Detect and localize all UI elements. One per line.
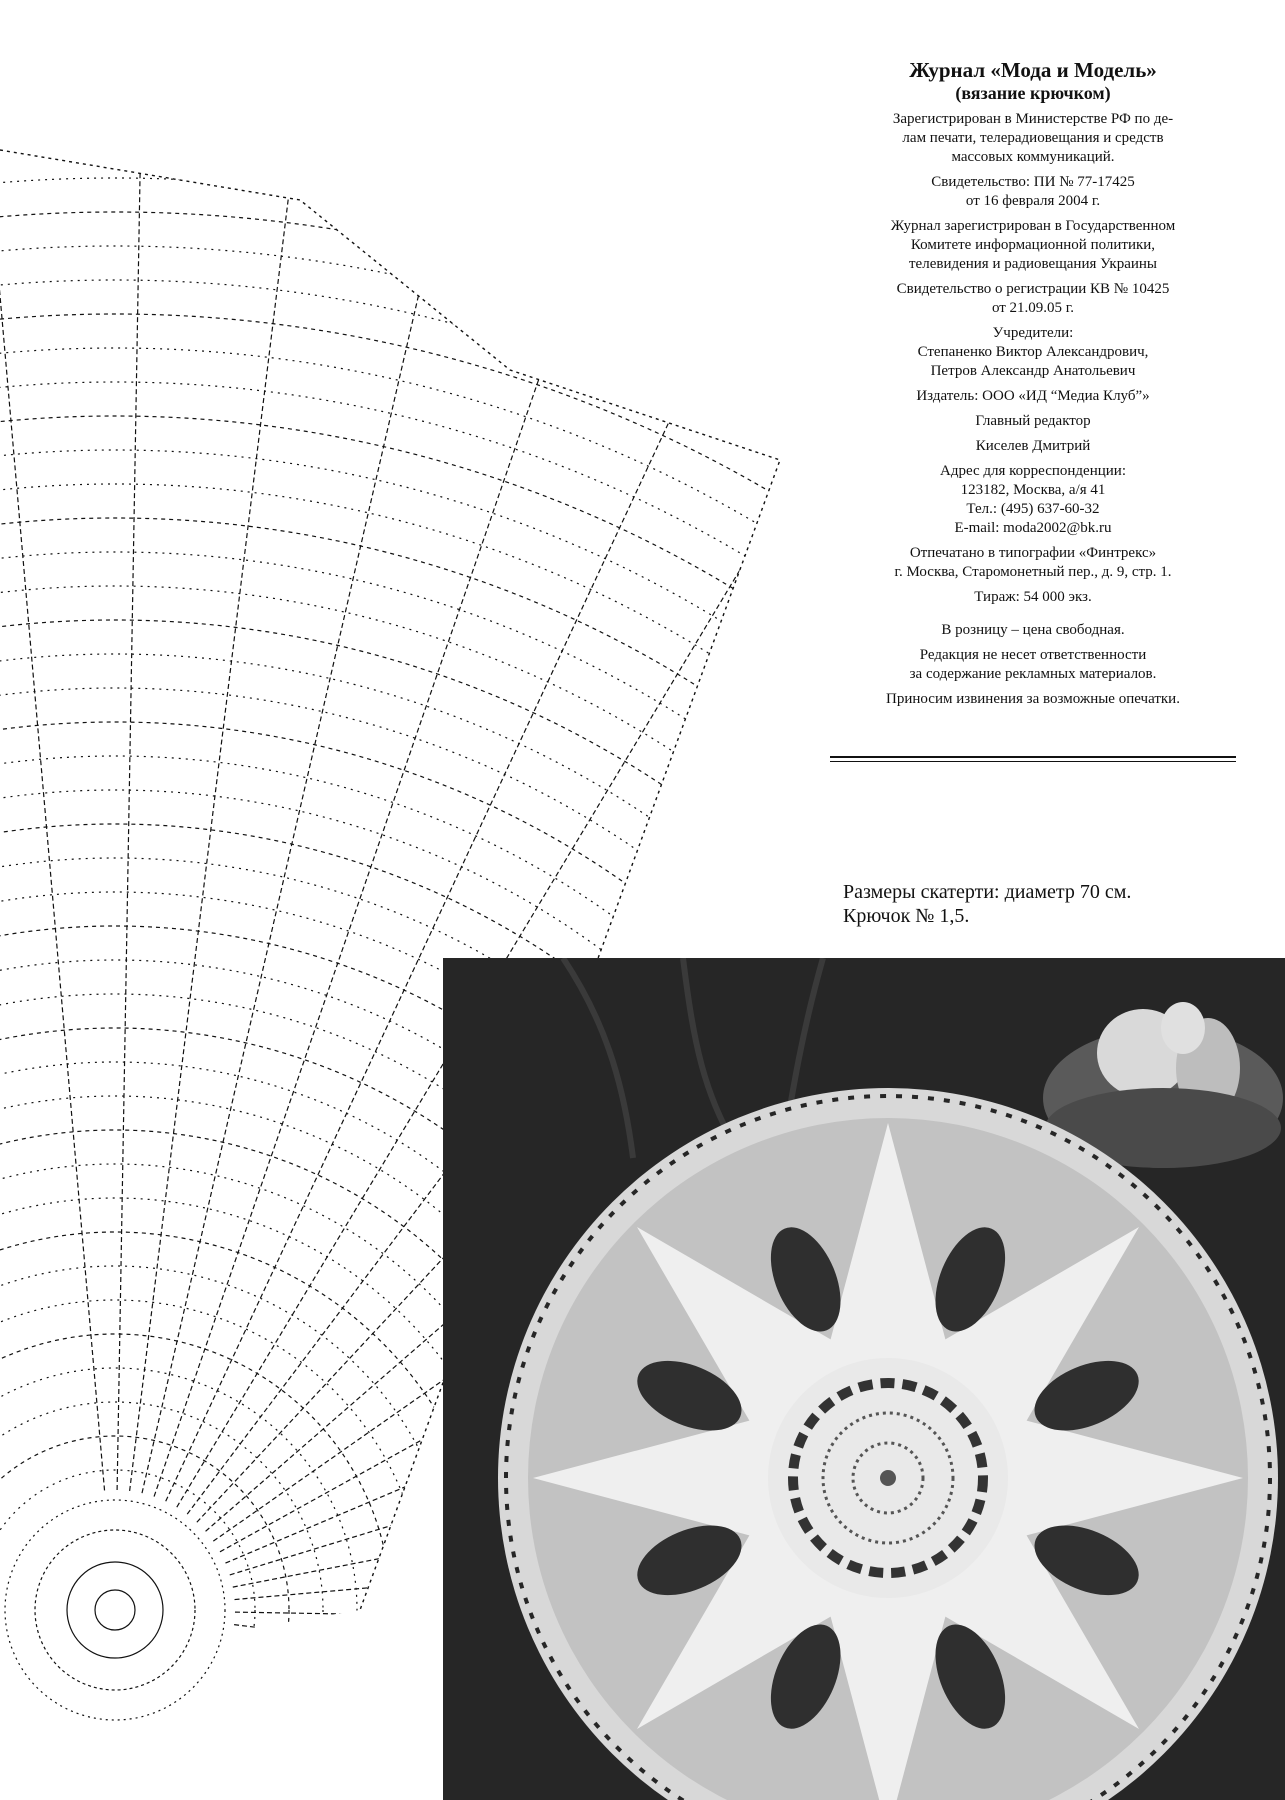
divider-rule-thin (830, 761, 1236, 762)
address: Адрес для корреспонденции: 123182, Москва, а/я 41 Тел.: (495) 637-60-32 E-mail: moda2002@bk.ru (828, 462, 1238, 538)
editor: Главный редактор Киселев Дмитрий (975, 413, 1091, 454)
apology: Приносим извинения за возможные опечатки. (886, 691, 1180, 707)
magazine-title: Журнал «Мода и Модель» (909, 58, 1157, 82)
magazine-subtitle: (вязание крючком) (955, 83, 1111, 103)
registration-ru: Зарегистрирован в Министерстве РФ по де- лам печати, телерадиовещания и средств массовых коммуникаций. (892, 111, 1174, 165)
tablecloth-photo (443, 958, 1285, 1800)
circulation: Тираж: 54 000 экз. (974, 589, 1092, 605)
founders: Учредители: Степаненко Виктор Александрович, Петров Александр Анатольевич (917, 325, 1149, 379)
certificate-ru: Свидетельство: ПИ № 77-17425 от 16 февраля 2004 г. (931, 174, 1135, 209)
certificate-ua: Свидетельство о регистрации КВ № 10425 от 21.09.05 г. (896, 281, 1170, 316)
printed-by: Отпечатано в типографии «Финтрекс» г. Москва, Старомонетный пер., д. 9, стр. 1. (894, 545, 1172, 580)
price: В розницу – цена свободная. (941, 622, 1125, 638)
divider-rule (830, 756, 1236, 758)
hook-spec: Крючок № 1,5. (843, 905, 970, 927)
registration-ua: Журнал зарегистрирован в Государственном Комитете информационной политики, телевидения и радиовещания Украины (890, 218, 1176, 272)
publisher: Издатель: ООО «ИД “Медиа Клуб”» (916, 388, 1150, 404)
chart-center-motif (5, 1500, 225, 1720)
imprint-block (828, 58, 1238, 709)
email-text: E-mail: moda2002@bk.ru (954, 520, 1112, 536)
size-spec: Размеры скатерти: диаметр 70 см. (843, 881, 1132, 903)
disclaimer: Редакция не несет ответственности за содержание рекламных материалов. (909, 647, 1157, 682)
tablecloth-specs (843, 880, 1243, 928)
